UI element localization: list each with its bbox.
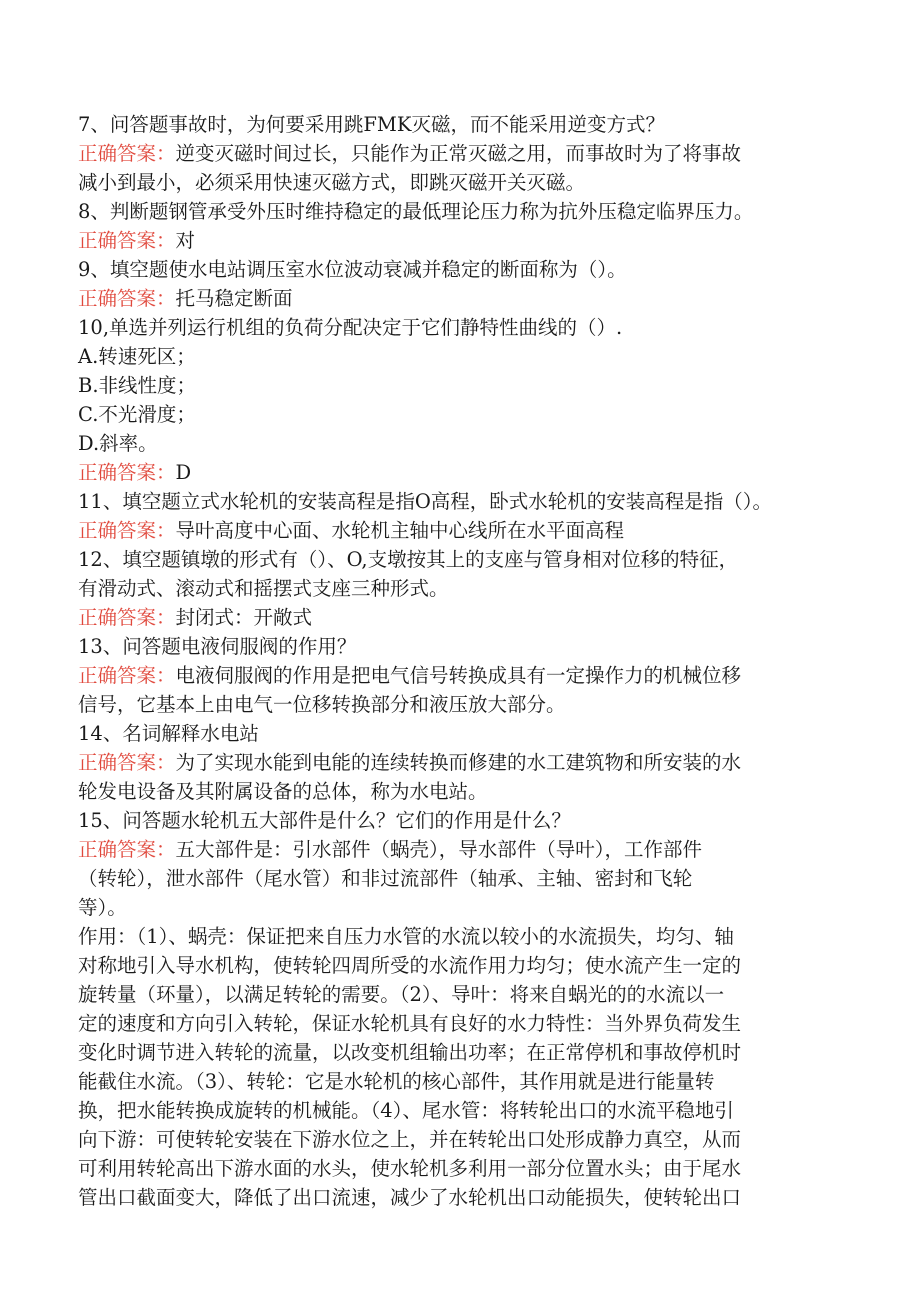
line-text: 对 bbox=[175, 229, 196, 252]
line-text: 11、填空题立式水轮机的安装高程是指O高程，卧式水轮机的安装高程是指（）。 bbox=[78, 490, 773, 513]
text-line bbox=[78, 1067, 838, 1096]
answer-label: 正确答案： bbox=[78, 606, 176, 629]
line-text: 15、问答题水轮机五大部件是什么？它们的作用是什么？ bbox=[78, 809, 571, 832]
text-line bbox=[78, 1038, 838, 1067]
line-text: 电液伺服阀的作用是把电气信号转换成具有一定操作力的机械位移 bbox=[175, 664, 742, 687]
question-line bbox=[78, 719, 838, 748]
text-line bbox=[78, 1096, 838, 1125]
answer-line bbox=[78, 284, 838, 313]
line-text: 8、判断题钢管承受外压时维持稳定的最低理论压力称为抗外压稳定临界压力。 bbox=[78, 200, 754, 223]
text-line bbox=[78, 429, 838, 458]
line-text: 旋转量（环量），以满足转轮的需要。（2）、导叶：将来自蜗光的的水流以一 bbox=[78, 983, 725, 1006]
line-text: 可利用转轮高出下游水面的水头，使水轮机多利用一部分位置水头；由于尾水 bbox=[78, 1157, 742, 1180]
line-text: 作用：（1）、蜗壳：保证把来自压力水管的水流以较小的水流损失，均匀、轴 bbox=[78, 925, 734, 948]
answer-line bbox=[78, 226, 838, 255]
line-text: 对称地引入导水机构，使转轮四周所受的水流作用力均匀；使水流产生一定的 bbox=[78, 954, 742, 977]
line-text: 管出口截面变大，降低了出口流速，减少了水轮机出口动能损失，使转轮出口 bbox=[78, 1186, 742, 1209]
text-line bbox=[78, 690, 838, 719]
question-line bbox=[78, 255, 838, 284]
answer-line bbox=[78, 661, 838, 690]
text-line bbox=[78, 1009, 838, 1038]
question-line bbox=[78, 313, 838, 342]
line-text: 换，把水能转换成旋转的机械能。（4）、尾水管：将转轮出口的水流平稳地引 bbox=[78, 1099, 734, 1122]
text-line bbox=[78, 1125, 838, 1154]
text-line bbox=[78, 980, 838, 1009]
line-text: A.转速死区； bbox=[78, 345, 196, 368]
line-text: 12、填空题镇墩的形式有（）、O,支墩按其上的支座与管身相对位移的特征， bbox=[78, 548, 739, 571]
text-line bbox=[78, 371, 838, 400]
line-text: D.斜率。 bbox=[78, 432, 158, 455]
line-text: 导叶高度中心面、水轮机主轴中心线所在水平面高程 bbox=[175, 519, 625, 542]
answer-label: 正确答案： bbox=[78, 142, 176, 165]
text-line bbox=[78, 777, 838, 806]
question-line bbox=[78, 632, 838, 661]
line-text: 13、问答题电液伺服阀的作用？ bbox=[78, 635, 357, 658]
line-text: 定的速度和方向引入转轮，保证水轮机具有良好的水力特性：当外界负荷发生 bbox=[78, 1012, 742, 1035]
text-line bbox=[78, 1154, 838, 1183]
line-text: 轮发电设备及其附属设备的总体，称为水电站。 bbox=[78, 780, 488, 803]
answer-label: 正确答案： bbox=[78, 664, 176, 687]
answer-line bbox=[78, 458, 838, 487]
line-text: 变化时调节进入转轮的流量，以改变机组输出功率；在正常停机和事故停机时 bbox=[78, 1041, 742, 1064]
line-text: 五大部件是：引水部件（蜗壳），导水部件（导叶），工作部件 bbox=[175, 838, 703, 861]
question-line bbox=[78, 545, 838, 574]
line-text: 减小到最小，必须采用快速灭磁方式，即跳灭磁开关灭磁。 bbox=[78, 171, 586, 194]
question-line bbox=[78, 110, 838, 139]
text-line bbox=[78, 168, 838, 197]
question-line bbox=[78, 197, 838, 226]
answer-line bbox=[78, 139, 838, 168]
line-text: 有滑动式、滚动式和摇摆式支座三种形式。 bbox=[78, 577, 449, 600]
line-text: 10,单选并列运行机组的负荷分配决定于它们静特性曲线的（）. bbox=[78, 316, 623, 339]
line-text: 等）。 bbox=[78, 896, 127, 919]
line-text: （转轮），泄水部件（尾水管）和非过流部件（轴承、主轴、密封和飞轮 bbox=[78, 867, 693, 890]
answer-label: 正确答案： bbox=[78, 519, 176, 542]
answer-label: 正确答案： bbox=[78, 751, 176, 774]
answer-line bbox=[78, 603, 838, 632]
document-page bbox=[78, 110, 838, 1212]
line-text: C.不光滑度； bbox=[78, 403, 196, 426]
question-line bbox=[78, 487, 838, 516]
line-text: 14、名词解释水电站 bbox=[78, 722, 259, 745]
question-line bbox=[78, 806, 838, 835]
answer-label: 正确答案： bbox=[78, 461, 176, 484]
answer-label: 正确答案： bbox=[78, 838, 176, 861]
text-line bbox=[78, 400, 838, 429]
text-line bbox=[78, 922, 838, 951]
line-text: 信号，它基本上由电气一位移转换部分和液压放大部分。 bbox=[78, 693, 566, 716]
answer-line bbox=[78, 516, 838, 545]
line-text: 为了实现水能到电能的连续转换而修建的水工建筑物和所安装的水 bbox=[175, 751, 742, 774]
text-line bbox=[78, 342, 838, 371]
line-text: B.非线性度； bbox=[78, 374, 197, 397]
answer-line bbox=[78, 835, 838, 864]
text-line bbox=[78, 1183, 838, 1212]
answer-line bbox=[78, 748, 838, 777]
answer-label: 正确答案： bbox=[78, 229, 176, 252]
text-line bbox=[78, 951, 838, 980]
line-text: 7、问答题事故时，为何要采用跳FMK灭磁，而不能采用逆变方式？ bbox=[78, 113, 665, 136]
line-text: 9、填空题使水电站调压室水位波动衰减并稳定的断面称为（）。 bbox=[78, 258, 627, 281]
line-text: 逆变灭磁时间过长，只能作为正常灭磁之用，而事故时为了将事故 bbox=[175, 142, 742, 165]
line-text: 托马稳定断面 bbox=[175, 287, 293, 310]
line-text: D bbox=[175, 461, 192, 484]
line-text: 能截住水流。（3）、转轮：它是水轮机的核心部件，其作用就是进行能量转 bbox=[78, 1070, 715, 1093]
text-line bbox=[78, 864, 838, 893]
text-line bbox=[78, 574, 838, 603]
line-text: 向下游：可使转轮安装在下游水位之上，并在转轮出口处形成静力真空，从而 bbox=[78, 1128, 742, 1151]
text-line bbox=[78, 893, 838, 922]
answer-label: 正确答案： bbox=[78, 287, 176, 310]
line-text: 封闭式：开敞式 bbox=[175, 606, 313, 629]
